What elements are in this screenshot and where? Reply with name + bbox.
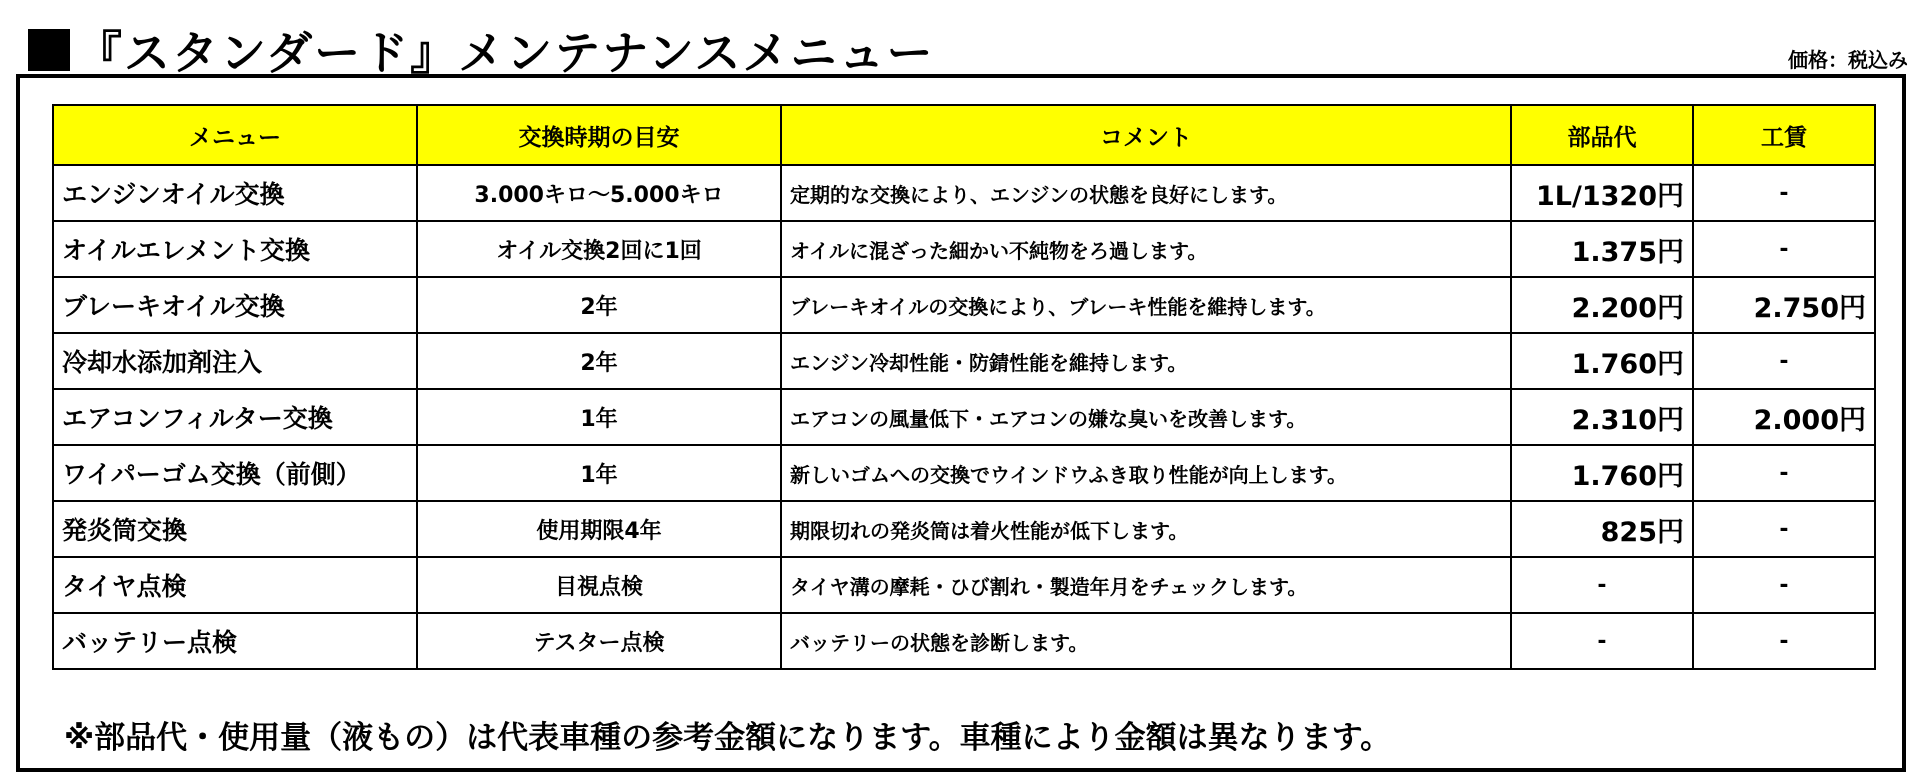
table-row bbox=[53, 165, 1875, 221]
labor-cost-cell: - bbox=[1693, 165, 1875, 221]
timing-cell: 2年 bbox=[417, 333, 781, 389]
timing-cell: 3.000キロ～5.000キロ bbox=[417, 165, 781, 221]
header-comment: コメント bbox=[781, 105, 1511, 165]
maintenance-menu-table bbox=[52, 104, 1876, 670]
menu-cell: バッテリー点検 bbox=[53, 613, 417, 669]
footnote: ※部品代・使用量（液もの）は代表車種の参考金額になります。車種により金額は異なります。 bbox=[64, 720, 1392, 756]
parts-cost-cell: 1L/1320円 bbox=[1511, 165, 1693, 221]
timing-cell: 使用期限4年 bbox=[417, 501, 781, 557]
comment-cell: エンジン冷却性能・防錆性能を維持します。 bbox=[781, 333, 1511, 389]
comment-cell: バッテリーの状態を診断します。 bbox=[781, 613, 1511, 669]
header-labor-cost: 工賃 bbox=[1693, 105, 1875, 165]
labor-cost-cell: - bbox=[1693, 501, 1875, 557]
comment-cell: 期限切れの発炎筒は着火性能が低下します。 bbox=[781, 501, 1511, 557]
parts-cost-cell: 1.375円 bbox=[1511, 221, 1693, 277]
comment-cell: タイヤ溝の摩耗・ひび割れ・製造年月をチェックします。 bbox=[781, 557, 1511, 613]
labor-cost-cell: 2.750円 bbox=[1693, 277, 1875, 333]
parts-cost-cell: 1.760円 bbox=[1511, 445, 1693, 501]
comment-cell: オイルに混ざった細かい不純物をろ過します。 bbox=[781, 221, 1511, 277]
comment-cell: 定期的な交換により、エンジンの状態を良好にします。 bbox=[781, 165, 1511, 221]
price-note: 価格：税込み bbox=[1788, 48, 1908, 72]
menu-cell: オイルエレメント交換 bbox=[53, 221, 417, 277]
page-title-row bbox=[28, 22, 934, 78]
menu-cell: タイヤ点検 bbox=[53, 557, 417, 613]
table-row bbox=[53, 557, 1875, 613]
menu-cell: ワイパーゴム交換（前側） bbox=[53, 445, 417, 501]
labor-cost-cell: - bbox=[1693, 613, 1875, 669]
table-row bbox=[53, 221, 1875, 277]
table-row bbox=[53, 277, 1875, 333]
menu-cell: ブレーキオイル交換 bbox=[53, 277, 417, 333]
table-row bbox=[53, 613, 1875, 669]
timing-cell: 1年 bbox=[417, 445, 781, 501]
table-row bbox=[53, 389, 1875, 445]
parts-cost-cell: - bbox=[1511, 613, 1693, 669]
parts-cost-cell: 2.310円 bbox=[1511, 389, 1693, 445]
table-row bbox=[53, 445, 1875, 501]
timing-cell: 2年 bbox=[417, 277, 781, 333]
black-square-icon bbox=[28, 29, 70, 71]
header-parts-cost: 部品代 bbox=[1511, 105, 1693, 165]
header-menu: メニュー bbox=[53, 105, 417, 165]
comment-cell: エアコンの風量低下・エアコンの嫌な臭いを改善します。 bbox=[781, 389, 1511, 445]
menu-cell: エンジンオイル交換 bbox=[53, 165, 417, 221]
timing-cell: オイル交換2回に1回 bbox=[417, 221, 781, 277]
parts-cost-cell: 1.760円 bbox=[1511, 333, 1693, 389]
table-row bbox=[53, 333, 1875, 389]
header-timing: 交換時期の目安 bbox=[417, 105, 781, 165]
labor-cost-cell: - bbox=[1693, 333, 1875, 389]
parts-cost-cell: 825円 bbox=[1511, 501, 1693, 557]
table-row bbox=[53, 501, 1875, 557]
menu-cell: 冷却水添加剤注入 bbox=[53, 333, 417, 389]
labor-cost-cell: - bbox=[1693, 445, 1875, 501]
table-header-row bbox=[53, 105, 1875, 165]
comment-cell: ブレーキオイルの交換により、ブレーキ性能を維持します。 bbox=[781, 277, 1511, 333]
labor-cost-cell: - bbox=[1693, 557, 1875, 613]
parts-cost-cell: 2.200円 bbox=[1511, 277, 1693, 333]
page-title: 『スタンダード』メンテナンスメニュー bbox=[76, 26, 935, 80]
menu-cell: エアコンフィルター交換 bbox=[53, 389, 417, 445]
timing-cell: 目視点検 bbox=[417, 557, 781, 613]
labor-cost-cell: 2.000円 bbox=[1693, 389, 1875, 445]
parts-cost-cell: - bbox=[1511, 557, 1693, 613]
timing-cell: テスター点検 bbox=[417, 613, 781, 669]
timing-cell: 1年 bbox=[417, 389, 781, 445]
menu-cell: 発炎筒交換 bbox=[53, 501, 417, 557]
labor-cost-cell: - bbox=[1693, 221, 1875, 277]
comment-cell: 新しいゴムへの交換でウインドウふき取り性能が向上します。 bbox=[781, 445, 1511, 501]
